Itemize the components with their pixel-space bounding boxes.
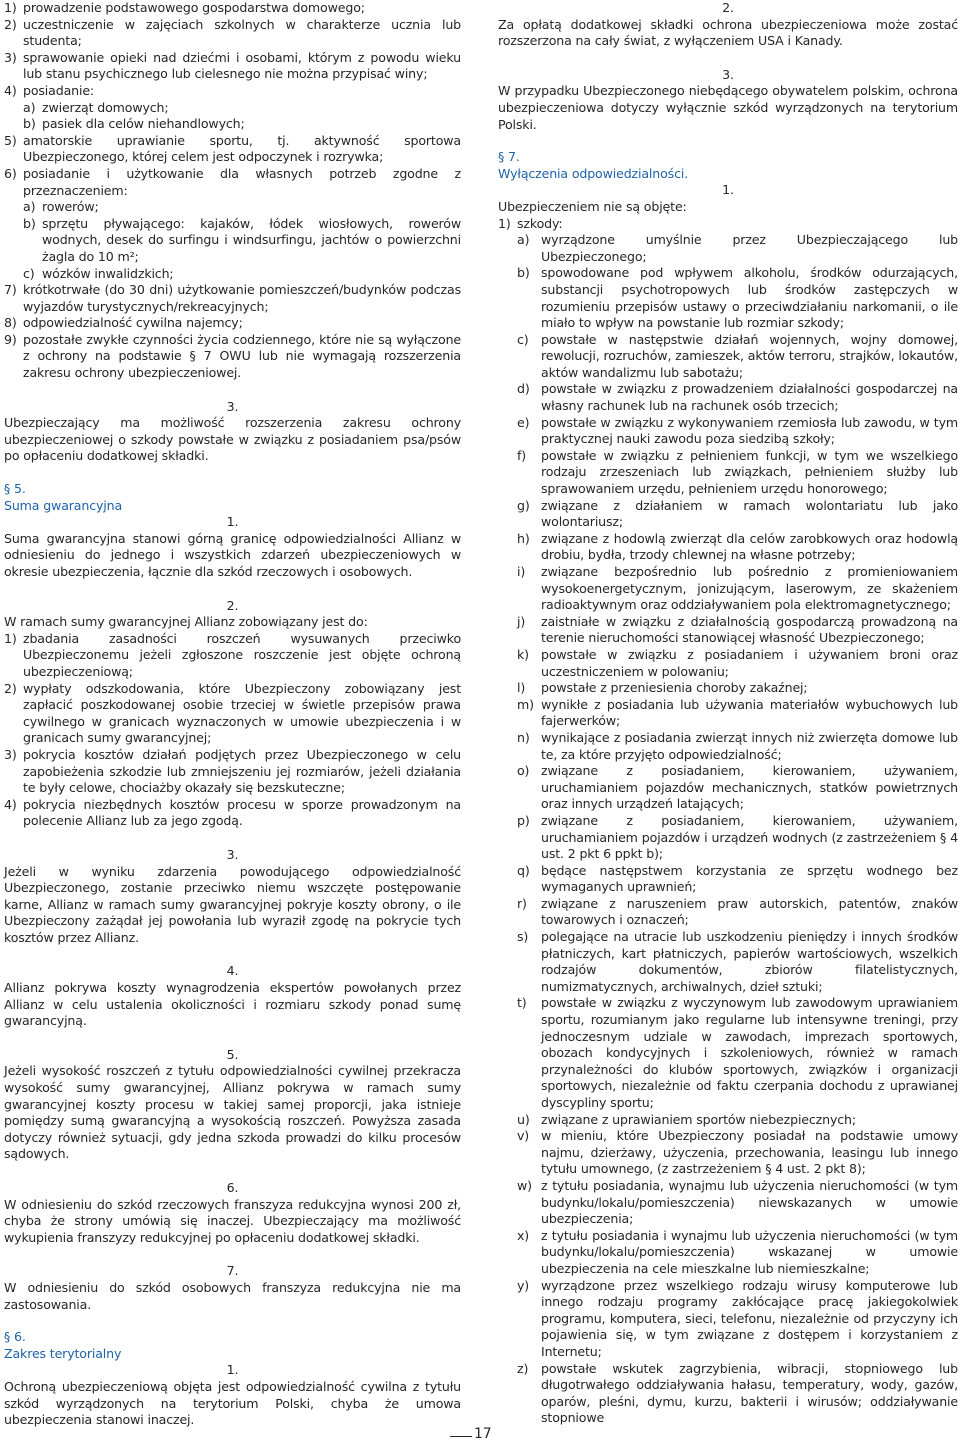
list-marker: c) [517,331,529,347]
list-text: związane bezpośrednio lub pośrednio z promieniowaniem wysokoenergetycznym, jonizującym, laserowym, ze skażeniem radioaktywnym oraz oddziaływaniem pola elektromagnetycznego; [541,564,958,613]
paragraph: Ubezpieczający ma możliwość rozszerzenia zakresu ochrony ubezpieczeniowej o szkody powstałe w związku z posiadaniem psa/psów po opłaceniu dodatkowej składki. [4,415,461,464]
list-text: spowodowane pod wpływem alkoholu, środków odurzających, substancji psychotropowych lub środków zastępczych w rozumieniu przepisów ustawy o przeciwdziałaniu narkomanii, o ile miało to wpływ na powstanie lub rozmiar szkody; [541,265,958,331]
list-text: powstałe w związku z wyczynowym lub zawodowym uprawianiem sportu, rozumianym jako regularne lub intensywne treningi, przy jednoczesnym udziale w zawodach, imprezach sportowych, obozach kondycyjnych i szkoleniowych, również w ramach przynależności do klubów sportowych, związków i organizacji sportowych, niezależnie od faktu czerpania dochodu z uprawianej dyscypliny sportu; [541,995,958,1110]
list-item [517,1128,958,1178]
list-item [517,564,958,614]
list-item [517,680,958,697]
paragraph-number: 1. [226,1362,239,1378]
list-item [517,1178,958,1228]
section-number: § 6. [4,1329,26,1345]
section-title: Zakres terytorialny [4,1345,122,1361]
list-marker: x) [517,1227,530,1243]
list-item: a) rowerów; [23,199,99,215]
paragraph-number: 1. [722,182,734,198]
list-text: wyrządzone umyślnie przez Ubezpieczającego lub Ubezpieczonego; [541,232,958,264]
list-item: b) pasiek dla celów niehandlowych; [23,116,245,132]
list-item [517,995,958,1111]
paragraph: W przypadku Ubezpieczonego niebędącego obywatelem polskim, ochrona ubezpieczeniowa dotyczy wyłącznie szkód wyrządzonych na terytorium Polski. [498,83,958,132]
list-item [517,232,958,265]
list-item: 2) uczestniczenie w zajęciach szkolnych w charakterze ucznia lub studenta; [4,16,461,49]
list-item [517,929,958,995]
list-item: 4) pokrycia niezbędnych kosztów procesu w sporze prowadzonym na polecenie Allianz lub za jego zgodą. [4,796,461,829]
paragraph: W odniesieniu do szkód rzeczowych franszyza redukcyjna wynosi 200 zł, chyba że strony umówią się inaczej. Ubezpieczający ma możliwość wykupienia franszyzy redukcyjnej po opłaceniu dodatkowej składki. [4,1196,461,1245]
exclusions-list [498,232,958,1427]
list-marker: p) [517,812,530,828]
sublist [4,199,461,282]
list-marker: h) [517,530,530,546]
list-item [517,697,958,730]
list-item [517,763,958,813]
list-text: wynikające z posiadania zwierząt innych niż zwierzęta domowe lub te, za które przyjęto odpowiedzialność; [541,729,958,762]
section-number: § 7. [498,149,520,165]
list-text: związane z posiadaniem, kierowaniem, używaniem, uruchamianiem pojazdów i urządzeń wodnych (z zastrzeżeniem § 4 ust. 2 pkt 6 ppkt b); [541,812,958,862]
paragraph: Jeżeli w wyniku zdarzenia powodującego odpowiedzialność Ubezpieczonego, zostanie przeciwko niemu wszczęte postępowanie karne, Allianz w ramach sumy gwarancyjnej pokryje koszty obrony, o ile Ubezpieczony zażądał jej powołania lub wyraził zgodę na pokrycie tych kosztów przez Allianz. [4,863,461,945]
list-item [517,647,958,680]
list-marker: o) [517,763,530,779]
list-text: będące następstwem korzystania ze sprzętu wodnego bez wymaganych uprawnień; [541,862,958,895]
list-marker: b) [517,265,530,281]
list-text: w mieniu, które Ubezpieczony posiadał na podstawie umowy najmu, dzierżawy, użyczenia, przechowania, leasingu lub innego tytułu umownego, (z zastrzeżeniem § 4 ust. 2 pkt 8); [541,1128,958,1177]
list-text: powstałe w związku z pełnieniem funkcji, w tym we wszelkiego rodzaju zrzeszeniach lub związkach, pełnieniem służby lub sprawowaniem urzędu, pełnieniem urzędu honorowego; [541,447,958,497]
paragraph-number: 3. [226,398,239,414]
list-marker: j) [517,613,526,629]
list-marker: a) [517,232,530,248]
left-column [4,0,461,1429]
list-item: 2) wypłaty odszkodowania, które Ubezpieczony zobowiązany jest zapłacić poszkodowanej osobie trzeciej w świetle przepisów prawa cywilnego w granicach wyznaczonych w umowie ubezpieczenia i w granicach sumy gwarancyjnej; [4,680,461,746]
page-footer [450,1426,520,1444]
list-item: 1) szkody: [498,215,563,231]
list-item [517,813,958,863]
list-item [517,332,958,382]
list-marker: n) [517,729,530,745]
list-marker: e) [517,414,530,430]
paragraph: Allianz pokrywa koszty wynagrodzenia ekspertów powołanych przez Allianz w celu ustalenia okoliczności i rozmiaru szkody ponad sumę gwarancyjną. [4,980,461,1029]
list-text: związane z naruszeniem praw autorskich, patentów, znaków towarowych i oznaczeń; [541,895,958,928]
list-text: zaistniałe w związku z działalnością gospodarczą prowadzoną na terenie nieruchomości stanowiącej własność Ubezpieczonego; [541,613,958,646]
paragraph-number: 7. [226,1263,239,1279]
list-item: 3) sprawowanie opieki nad dziećmi i osobami, którym z powodu wieku lub stanu psychicznego lub cielesnego nie można przypisać winy; [4,49,461,82]
paragraph-number: 1. [226,514,239,530]
list-item [517,265,958,331]
list-item [517,1278,958,1361]
list-item: b) sprzętu pływającego: kajaków, łódek wiosłowych, rowerów wodnych, desek do surfingu i windsurfingu, jachtów o powierzchni żagla do 10 m²; [23,215,461,264]
list-item [517,531,958,564]
list-marker: d) [517,381,530,397]
list-text: wynikłe z posiadania lub używania materiałów wybuchowych lub fajerwerków; [541,696,958,729]
list-item: 1) prowadzenie podstawowego gospodarstwa domowego; [4,0,365,15]
obligations-list [4,631,461,830]
list-text: powstałe w następstwie działań wojennych, wojny domowej, rewolucji, rozruchów, zamieszek, aktów terroru, strajków, lokautów, aktów wandalizmu lub sabotażu; [541,331,958,380]
list-marker: f) [517,447,527,463]
list-item [517,730,958,763]
list-text: polegające na utracie lub uszkodzeniu pieniędzy i innych środków płatniczych, kart płatniczych, papierów wartościowych, wszelkich rodzajów dokumentów, zbiorów filatelistycznych, numizmatycznych, archiwalnych, dzieł sztuki; [541,929,958,994]
list-marker: y) [517,1277,530,1293]
paragraph-number: 3. [226,846,239,862]
paragraph-number: 5. [226,1046,239,1062]
list-text: związane z hodowlą zwierząt dla celów zarobkowych oraz hodowlą drobiu, bydła, trzody chlewnej na własne potrzeby; [541,530,958,563]
list-marker: i) [517,564,526,579]
list-text: związane z uprawianiem sportów niebezpiecznych; [541,1111,856,1127]
list-marker: k) [517,646,529,662]
list-item [517,614,958,647]
list-item: a) zwierząt domowych; [23,99,169,115]
list-item [517,1228,958,1278]
list-item [517,863,958,896]
list-item [517,381,958,414]
list-marker: g) [517,497,530,513]
list-text: powstałe z przeniesienia choroby zakaźnej; [541,680,808,696]
paragraph-number: 4. [226,963,239,979]
list-marker: s) [517,929,529,945]
list-item [517,498,958,531]
list-item: 7) krótkotrwałe (do 30 dni) użytkowanie pomieszczeń/budynków podczas wyjazdów turystycznych/rekreacyjnych; [4,282,461,314]
section-title: Suma gwarancyjna [4,497,123,513]
list-text: powstałe w związku z wykonywaniem rzemiosła lub zawodu, w tym praktycznej nauki zawodu poza siedzibą szkoły; [541,414,958,447]
list-item: 4) posiadanie: [4,82,95,98]
list-marker: r) [517,895,527,911]
list-item: c) wózków inwalidzkich; [23,265,174,281]
sublist [4,100,461,133]
section-number: § 5. [4,481,26,497]
paragraph: Jeżeli wysokość roszczeń z tytułu odpowiedzialności cywilnej przekracza wysokość sumy gwarancyjnej, Allianz pokrywa w ramach sumy gwarancyjnej koszty procesu w takiej samej proporcji, jaka istnieje pomiędzy sumą gwarancyjną a wysokością roszczeń. Powyższa zasada dotyczy również sytuacji, gdy jedna szkoda prowadzi do kilku procesów sądowych. [4,1063,461,1162]
list-marker: v) [517,1128,530,1144]
list-marker: t) [517,995,527,1011]
list-text: związane z posiadaniem, kierowaniem, używaniem, uruchamianiem pojazdów mechanicznych, statków powietrznych oraz innych urządzeń latających; [541,763,958,812]
paragraph-number: 3. [722,66,734,82]
list-marker: z) [517,1360,529,1376]
list-text: powstałe w związku z posiadaniem i używaniem broni oraz uczestniczeniem w polowaniu; [541,646,958,679]
list-item [517,448,958,498]
paragraph-number: 6. [226,1180,239,1195]
paragraph-number: 2. [226,597,239,613]
paragraph-number: 2. [722,0,734,15]
paragraph: Suma gwarancyjna stanowi górną granicę odpowiedzialności Allianz w odniesieniu do jednego i wszystkich zdarzeń ubezpieczeniowych w okresie ubezpieczenia, łącznie dla szkód rzeczowych i osobowych. [4,530,461,579]
section-title: Wyłączenia odpowiedzialności. [498,165,689,181]
paragraph: Ubezpieczeniem nie są objęte: [498,198,687,214]
scope-list-1 [4,0,461,382]
list-text: wyrządzone przez wszelkiego rodzaju wirusy komputerowe lub innego rodzaju programy zakłócające pracę jakiegokolwiek programu, komputera, sieci, telefonu, niezależnie od przyczyny ich pojawienia się, w tym związane z dostępem i korzystaniem z Internetu; [541,1277,958,1359]
list-item: 8) odpowiedzialność cywilna najemcy; [4,315,243,331]
list-item: 6) posiadanie i użytkowanie dla własnych potrzeb zgodne z przeznaczeniem: [4,165,461,198]
list-text: związane z działaniem w ramach wolontariatu lub jako wolontariusz; [541,497,958,530]
footer-rule [450,1436,472,1437]
list-item: 3) pokrycia kosztów działań podjętych przez Ubezpieczonego w celu zapobieżenia szkodzie lub zmniejszeniu jej rozmiarów, jeżeli działania te były celowe, chociażby okazały się bezskuteczne; [4,746,461,796]
paragraph: Za opłatą dodatkowej składki ochrona ubezpieczeniowa może zostać rozszerzona na cały świat, z wyłączeniem USA i Kanady. [498,16,958,49]
list-text: z tytułu posiadania, wynajmu lub użyczenia nieruchomości (w tym budynku/lokalu/pomieszczenia) niewskazanych w umowie ubezpieczenia; [541,1177,958,1227]
list-item: 5) amatorskie uprawianie sportu, tj. aktywność sportowa Ubezpieczonego, której celem jest odpoczynek i rozrywka; [4,132,461,165]
paragraph: Ochroną ubezpieczeniową objęta jest odpowiedzialność cywilna z tytułu szkód wyrządzonych na terytorium Polski, chyba że umowa ubezpieczenia stanowi inaczej. [4,1378,461,1428]
list-item [517,415,958,448]
list-item [517,1112,958,1129]
right-column [498,0,958,1427]
list-item: 1) zbadania zasadności roszczeń wysuwanych przeciwko Ubezpieczonemu jeżeli zgłoszone roszczenie jest objęte ochroną ubezpieczeniową; [4,630,461,679]
list-marker: w) [517,1177,532,1193]
paragraph: W ramach sumy gwarancyjnej Allianz zobowiązany jest do: [4,614,368,630]
paragraph: W odniesieniu do szkód osobowych franszyza redukcyjna nie ma zastosowania. [4,1279,461,1312]
list-text: powstałe wskutek zagrzybienia, wibracji, stopniowego lub długotrwałego oddziaływania hałasu, temperatury, wody, gazów, oparów, pleśni, dymu, kurzu, bakterii i wirusów; oddziaływanie stopniowe [541,1360,958,1426]
list-item: 9) pozostałe zwykłe czynności życia codziennego, które nie są wyłączone z ochrony na podstawie § 7 OWU lub nie wymagają rozszerzenia zakresu ochrony ubezpieczeniowej. [4,331,461,381]
list-text: powstałe w związku z prowadzeniem działalności gospodarczej na własny rachunek lub na rachunek osób trzecich; [541,381,958,414]
list-marker: q) [517,862,530,878]
list-item [517,1361,958,1427]
list-text: z tytułu posiadania i wynajmu lub użyczenia nieruchomości (w tym budynku/lokalu/pomieszczenia) wskazanej w umowie ubezpieczenia na cele mieszkalne lub niemieszkalne; [541,1227,958,1276]
list-marker: m) [517,696,534,712]
list-marker: l) [517,680,526,696]
page-number: 17 [474,1426,492,1442]
list-marker: u) [517,1111,530,1127]
list-item [517,896,958,929]
